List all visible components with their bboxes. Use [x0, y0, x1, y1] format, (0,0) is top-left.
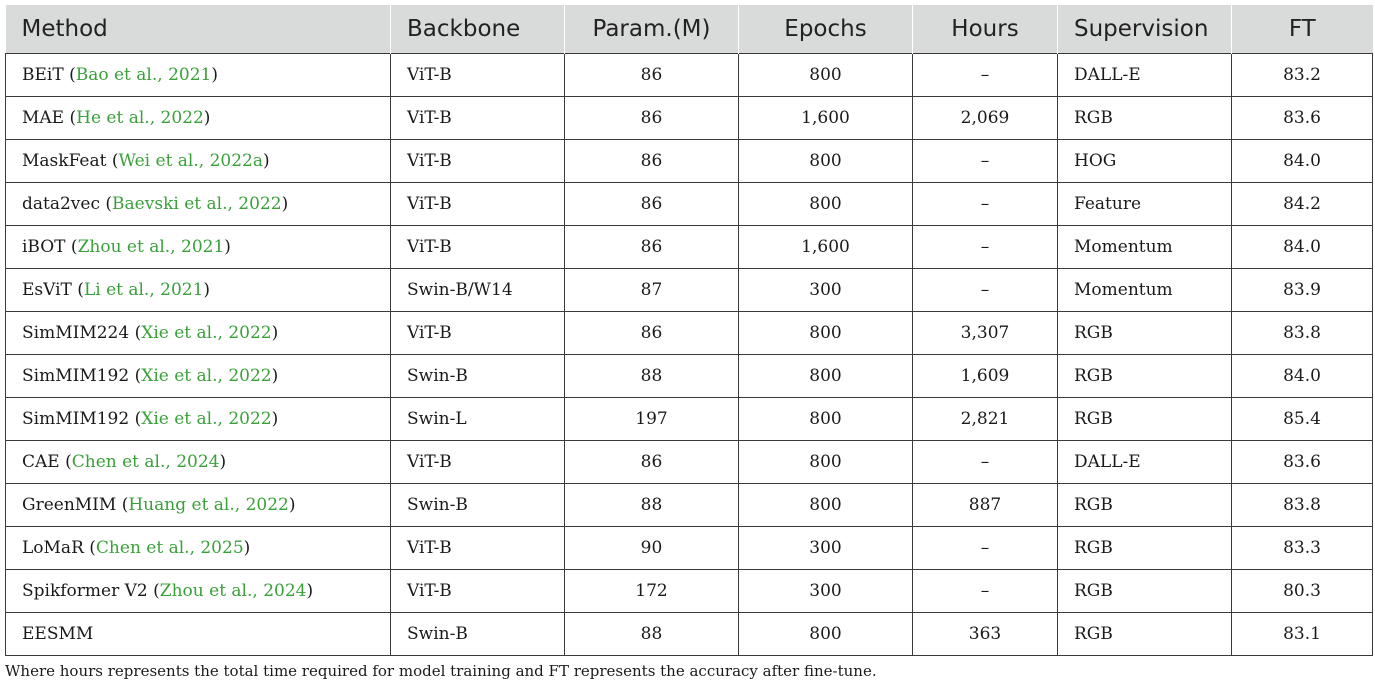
cell-param: 86 — [565, 226, 739, 269]
cell-method: iBOT (Zhou et al., 2021) — [6, 226, 391, 269]
cell-hours: 2,069 — [913, 97, 1058, 140]
cell-supervision: RGB — [1058, 97, 1232, 140]
table-row — [6, 398, 1373, 441]
method-name: CAE — [22, 452, 60, 472]
method-name: LoMaR — [22, 538, 84, 558]
cell-method: MAE (He et al., 2022) — [6, 97, 391, 140]
cell-hours: 3,307 — [913, 312, 1058, 355]
cell-epochs: 800 — [739, 484, 913, 527]
cell-param: 88 — [565, 355, 739, 398]
cell-supervision: RGB — [1058, 355, 1232, 398]
cell-method: data2vec (Baevski et al., 2022) — [6, 183, 391, 226]
cell-hours: – — [913, 269, 1058, 312]
citation-link[interactable]: Chen et al., 2025 — [95, 538, 244, 558]
cell-ft: 84.0 — [1232, 226, 1373, 269]
cell-backbone: Swin-L — [391, 398, 565, 441]
results-table-container — [5, 5, 1372, 656]
cell-supervision: RGB — [1058, 398, 1232, 441]
cell-backbone: ViT-B — [391, 97, 565, 140]
table-row — [6, 140, 1373, 183]
method-name: data2vec — [22, 194, 100, 214]
method-name: MAE — [22, 108, 65, 128]
cell-ft: 84.2 — [1232, 183, 1373, 226]
cell-ft: 83.8 — [1232, 484, 1373, 527]
cell-hours: 1,609 — [913, 355, 1058, 398]
citation-link[interactable]: Xie et al., 2022 — [141, 366, 272, 386]
cell-ft: 83.9 — [1232, 269, 1373, 312]
cell-method: BEiT (Bao et al., 2021) — [6, 54, 391, 97]
cell-supervision: RGB — [1058, 570, 1232, 613]
cell-epochs: 300 — [739, 527, 913, 570]
cell-method: GreenMIM (Huang et al., 2022) — [6, 484, 391, 527]
method-name: SimMIM192 — [22, 409, 130, 429]
cell-param: 86 — [565, 183, 739, 226]
cell-param: 86 — [565, 54, 739, 97]
citation-link[interactable]: Zhou et al., 2021 — [77, 237, 225, 257]
header-supervision: Supervision — [1058, 5, 1232, 54]
cell-backbone: Swin-B/W14 — [391, 269, 565, 312]
cell-ft: 83.6 — [1232, 97, 1373, 140]
citation-link[interactable]: Huang et al., 2022 — [128, 495, 289, 515]
citation-link[interactable]: Xie et al., 2022 — [141, 409, 272, 429]
table-row — [6, 613, 1373, 656]
cell-epochs: 1,600 — [739, 226, 913, 269]
cell-supervision: Momentum — [1058, 269, 1232, 312]
cell-param: 86 — [565, 441, 739, 484]
header-hours: Hours — [913, 5, 1058, 54]
cell-supervision: RGB — [1058, 613, 1232, 656]
cell-backbone: ViT-B — [391, 441, 565, 484]
table-row — [6, 269, 1373, 312]
cell-backbone: ViT-B — [391, 312, 565, 355]
cell-backbone: ViT-B — [391, 527, 565, 570]
cell-epochs: 800 — [739, 140, 913, 183]
cell-backbone: Swin-B — [391, 355, 565, 398]
table-row — [6, 183, 1373, 226]
cell-supervision: Momentum — [1058, 226, 1232, 269]
cell-hours: – — [913, 140, 1058, 183]
cell-ft: 83.1 — [1232, 613, 1373, 656]
citation-link[interactable]: Baevski et al., 2022 — [112, 194, 282, 214]
cell-param: 86 — [565, 312, 739, 355]
cell-method — [6, 613, 391, 656]
header-row — [6, 5, 1373, 54]
table-row — [6, 484, 1373, 527]
table-header — [6, 5, 1373, 54]
cell-param: 88 — [565, 613, 739, 656]
header-param: Param.(M) — [565, 5, 739, 54]
results-table — [5, 5, 1373, 656]
cell-supervision: RGB — [1058, 484, 1232, 527]
cell-method: EsViT (Li et al., 2021) — [6, 269, 391, 312]
cell-ft: 83.2 — [1232, 54, 1373, 97]
method-name: EsViT — [22, 280, 72, 300]
cell-epochs: 800 — [739, 398, 913, 441]
method-name: GreenMIM — [22, 495, 117, 515]
cell-hours: – — [913, 183, 1058, 226]
cell-hours: 887 — [913, 484, 1058, 527]
cell-param: 197 — [565, 398, 739, 441]
cell-epochs: 800 — [739, 355, 913, 398]
cell-ft: 84.0 — [1232, 140, 1373, 183]
cell-method: SimMIM224 (Xie et al., 2022) — [6, 312, 391, 355]
table-row — [6, 54, 1373, 97]
cell-backbone: ViT-B — [391, 140, 565, 183]
method-name: EESMM — [22, 624, 94, 644]
method-name: Spikformer V2 — [22, 581, 148, 601]
cell-hours: – — [913, 54, 1058, 97]
method-name: BEiT — [22, 65, 64, 85]
citation-link[interactable]: Bao et al., 2021 — [75, 65, 212, 85]
cell-ft: 85.4 — [1232, 398, 1373, 441]
cell-ft: 84.0 — [1232, 355, 1373, 398]
cell-method: SimMIM192 (Xie et al., 2022) — [6, 398, 391, 441]
cell-param: 90 — [565, 527, 739, 570]
table-row — [6, 441, 1373, 484]
cell-method: LoMaR (Chen et al., 2025) — [6, 527, 391, 570]
cell-epochs: 300 — [739, 269, 913, 312]
cell-epochs: 800 — [739, 312, 913, 355]
cell-supervision: RGB — [1058, 312, 1232, 355]
cell-param: 86 — [565, 97, 739, 140]
cell-ft: 80.3 — [1232, 570, 1373, 613]
cell-supervision: HOG — [1058, 140, 1232, 183]
cell-backbone: ViT-B — [391, 54, 565, 97]
method-name: MaskFeat — [22, 151, 107, 171]
cell-param: 86 — [565, 140, 739, 183]
table-row — [6, 527, 1373, 570]
cell-backbone: Swin-B — [391, 613, 565, 656]
cell-backbone: ViT-B — [391, 183, 565, 226]
citation-link[interactable]: Xie et al., 2022 — [141, 323, 272, 343]
method-name: SimMIM192 — [22, 366, 130, 386]
table-row — [6, 97, 1373, 140]
citation-link[interactable]: Wei et al., 2022a — [118, 151, 263, 171]
cell-hours: 2,821 — [913, 398, 1058, 441]
table-row — [6, 355, 1373, 398]
cell-backbone: Swin-B — [391, 484, 565, 527]
header-method: Method — [6, 5, 391, 54]
citation-link[interactable]: Zhou et al., 2024 — [159, 581, 307, 601]
cell-backbone: ViT-B — [391, 226, 565, 269]
cell-method: CAE (Chen et al., 2024) — [6, 441, 391, 484]
cell-hours: – — [913, 527, 1058, 570]
cell-supervision: DALL-E — [1058, 441, 1232, 484]
cell-ft: 83.6 — [1232, 441, 1373, 484]
citation-link[interactable]: Li et al., 2021 — [83, 280, 204, 300]
cell-epochs: 800 — [739, 441, 913, 484]
method-name: iBOT — [22, 237, 66, 257]
cell-param: 88 — [565, 484, 739, 527]
cell-param: 87 — [565, 269, 739, 312]
method-name: SimMIM224 — [22, 323, 130, 343]
cell-hours: – — [913, 441, 1058, 484]
table-footnote: Where hours represents the total time required for model training and FT represents the accuracy after fine-tune. — [5, 662, 877, 680]
cell-epochs: 800 — [739, 183, 913, 226]
cell-method: SimMIM192 (Xie et al., 2022) — [6, 355, 391, 398]
cell-method: Spikformer V2 (Zhou et al., 2024) — [6, 570, 391, 613]
cell-hours: – — [913, 570, 1058, 613]
cell-supervision: Feature — [1058, 183, 1232, 226]
cell-ft: 83.8 — [1232, 312, 1373, 355]
cell-ft: 83.3 — [1232, 527, 1373, 570]
cell-param: 172 — [565, 570, 739, 613]
cell-backbone: ViT-B — [391, 570, 565, 613]
citation-link[interactable]: Chen et al., 2024 — [71, 452, 220, 472]
cell-method: MaskFeat (Wei et al., 2022a) — [6, 140, 391, 183]
cell-supervision: RGB — [1058, 527, 1232, 570]
table-row — [6, 312, 1373, 355]
cell-supervision: DALL-E — [1058, 54, 1232, 97]
cell-epochs: 300 — [739, 570, 913, 613]
table-body — [6, 54, 1373, 656]
header-backbone: Backbone — [391, 5, 565, 54]
cell-epochs: 800 — [739, 54, 913, 97]
table-row — [6, 570, 1373, 613]
cell-hours: 363 — [913, 613, 1058, 656]
header-epochs: Epochs — [739, 5, 913, 54]
header-ft: FT — [1232, 5, 1373, 54]
cell-hours: – — [913, 226, 1058, 269]
cell-epochs: 800 — [739, 613, 913, 656]
citation-link[interactable]: He et al., 2022 — [76, 108, 204, 128]
table-row — [6, 226, 1373, 269]
cell-epochs: 1,600 — [739, 97, 913, 140]
